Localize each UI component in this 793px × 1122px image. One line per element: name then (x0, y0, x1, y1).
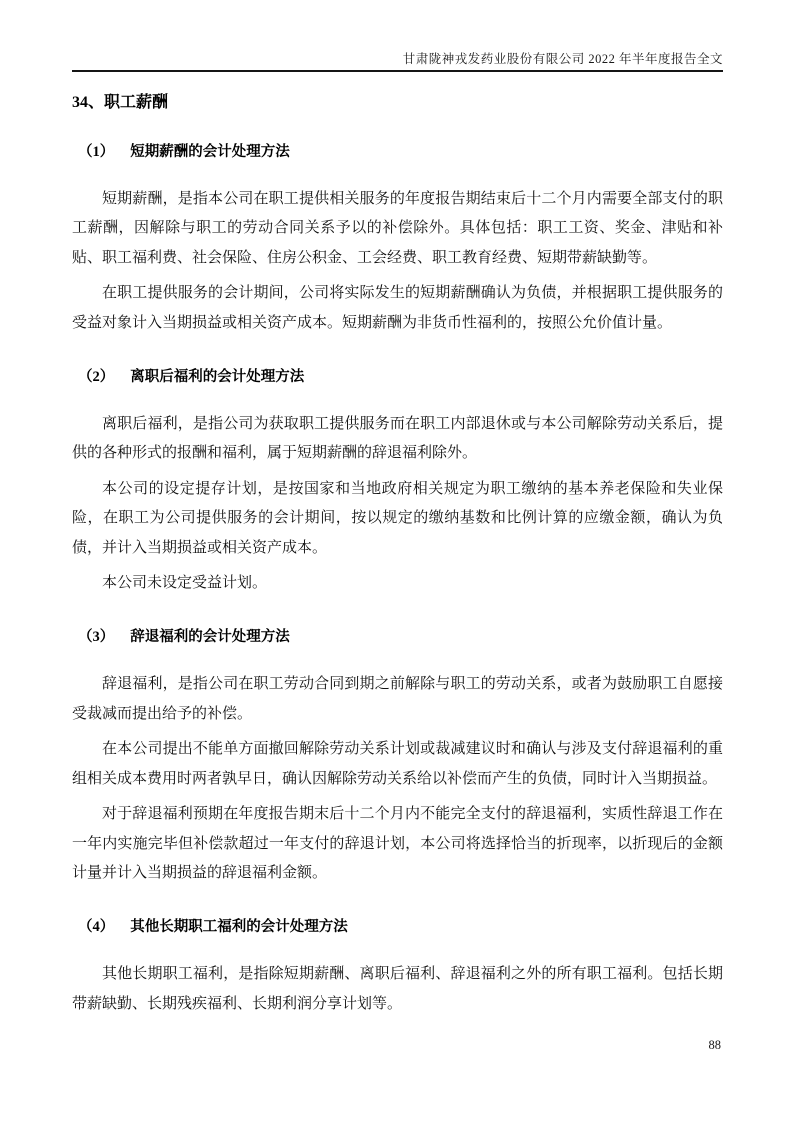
subsection-2-heading (78, 368, 723, 386)
subsection-4-title: 其他长期职工福利的会计处理方法 (130, 919, 348, 936)
paragraph: 短期薪酬，是指本公司在职工提供相关服务的年度报告期结束后十二个月内需要全部支付的职工薪酬，因解除与职工的劳动合同关系予以的补偿除外。具体包括：职工工资、奖金、津贴和补贴、职工福利费、社会保险、住房公积金、工会经费、职工教育经费、短期带薪缺勤等。 (72, 191, 723, 266)
paragraph: 在职工提供服务的会计期间，公司将实际发生的短期薪酬确认为负债，并根据职工提供服务的受益对象计入当期损益或相关资产成本。短期薪酬为非货币性福利的，按照公允价值计量。 (72, 285, 723, 331)
subsection-3-heading (78, 628, 723, 646)
paragraph: 辞退福利，是指公司在职工劳动合同到期之前解除与职工的劳动关系，或者为鼓励职工自愿接受裁减而提出给予的补偿。 (72, 676, 723, 722)
subsection-2-body (72, 410, 723, 598)
report-header-title: 甘肃陇神戎发药业股份有限公司 2022 年半年度报告全文 (402, 52, 723, 66)
subsection-other-long-term-benefits (72, 918, 723, 1019)
subsection-1-number: （1） (78, 144, 115, 160)
subsection-2-number: （2） (78, 369, 115, 386)
paragraph: 其他长期职工福利，是指除短期薪酬、离职后福利、辞退福利之外的所有职工福利。包括长期带薪缺勤、长期残疾福利、长期利润分享计划等。 (72, 966, 723, 1012)
section-title: 34、职工薪酬 (72, 94, 169, 111)
paragraph: 对于辞退福利预期在年度报告期末后十二个月内不能完全支付的辞退福利，实质性辞退工作在一年内实施完毕但补偿款超过一年支付的辞退计划，本公司将选择恰当的折现率，以折现后的金额计量并计入当期损益的辞退福利金额。 (72, 806, 723, 881)
subsection-2-title: 离职后福利的会计处理方法 (130, 369, 305, 386)
subsection-termination-benefits (72, 628, 723, 888)
page-footer (709, 1038, 722, 1053)
subsection-4-body (72, 960, 723, 1019)
page-number: 88 (708, 1038, 721, 1052)
paragraph: 离职后福利，是指公司为获取职工提供服务而在职工内部退休或与本公司解除劳动关系后，提供的各种形式的报酬和福利，属于短期薪酬的辞退福利除外。 (72, 416, 723, 462)
paragraph: 本公司未设定受益计划。 (102, 575, 268, 592)
subsection-4-heading (78, 918, 723, 936)
subsection-1-heading (78, 143, 723, 161)
paragraph: 本公司的设定提存计划，是按国家和当地政府相关规定为职工缴纳的基本养老保险和失业保险，在职工为公司提供服务的会计期间，按以规定的缴纳基数和比例计算的应缴金额，确认为负债，并计入当期损益或相关资产成本。 (72, 480, 723, 556)
page-header (72, 0, 723, 72)
subsection-1-body (72, 185, 723, 338)
subsection-3-number: （3） (78, 629, 115, 646)
page-content (72, 93, 723, 1019)
subsection-post-employment-benefits (72, 368, 723, 598)
subsection-3-body (72, 670, 723, 888)
subsection-4-number: （4） (78, 919, 115, 936)
paragraph: 在本公司提出不能单方面撤回解除劳动关系计划或裁减建议时和确认与涉及支付辞退福利的重组相关成本费用时两者孰早日，确认因解除劳动关系给以补偿而产生的负债，同时计入当期损益。 (72, 741, 723, 787)
subsection-1-title: 短期薪酬的会计处理方法 (130, 144, 290, 160)
subsection-3-title: 辞退福利的会计处理方法 (130, 629, 290, 646)
subsection-short-term-compensation (72, 143, 723, 338)
